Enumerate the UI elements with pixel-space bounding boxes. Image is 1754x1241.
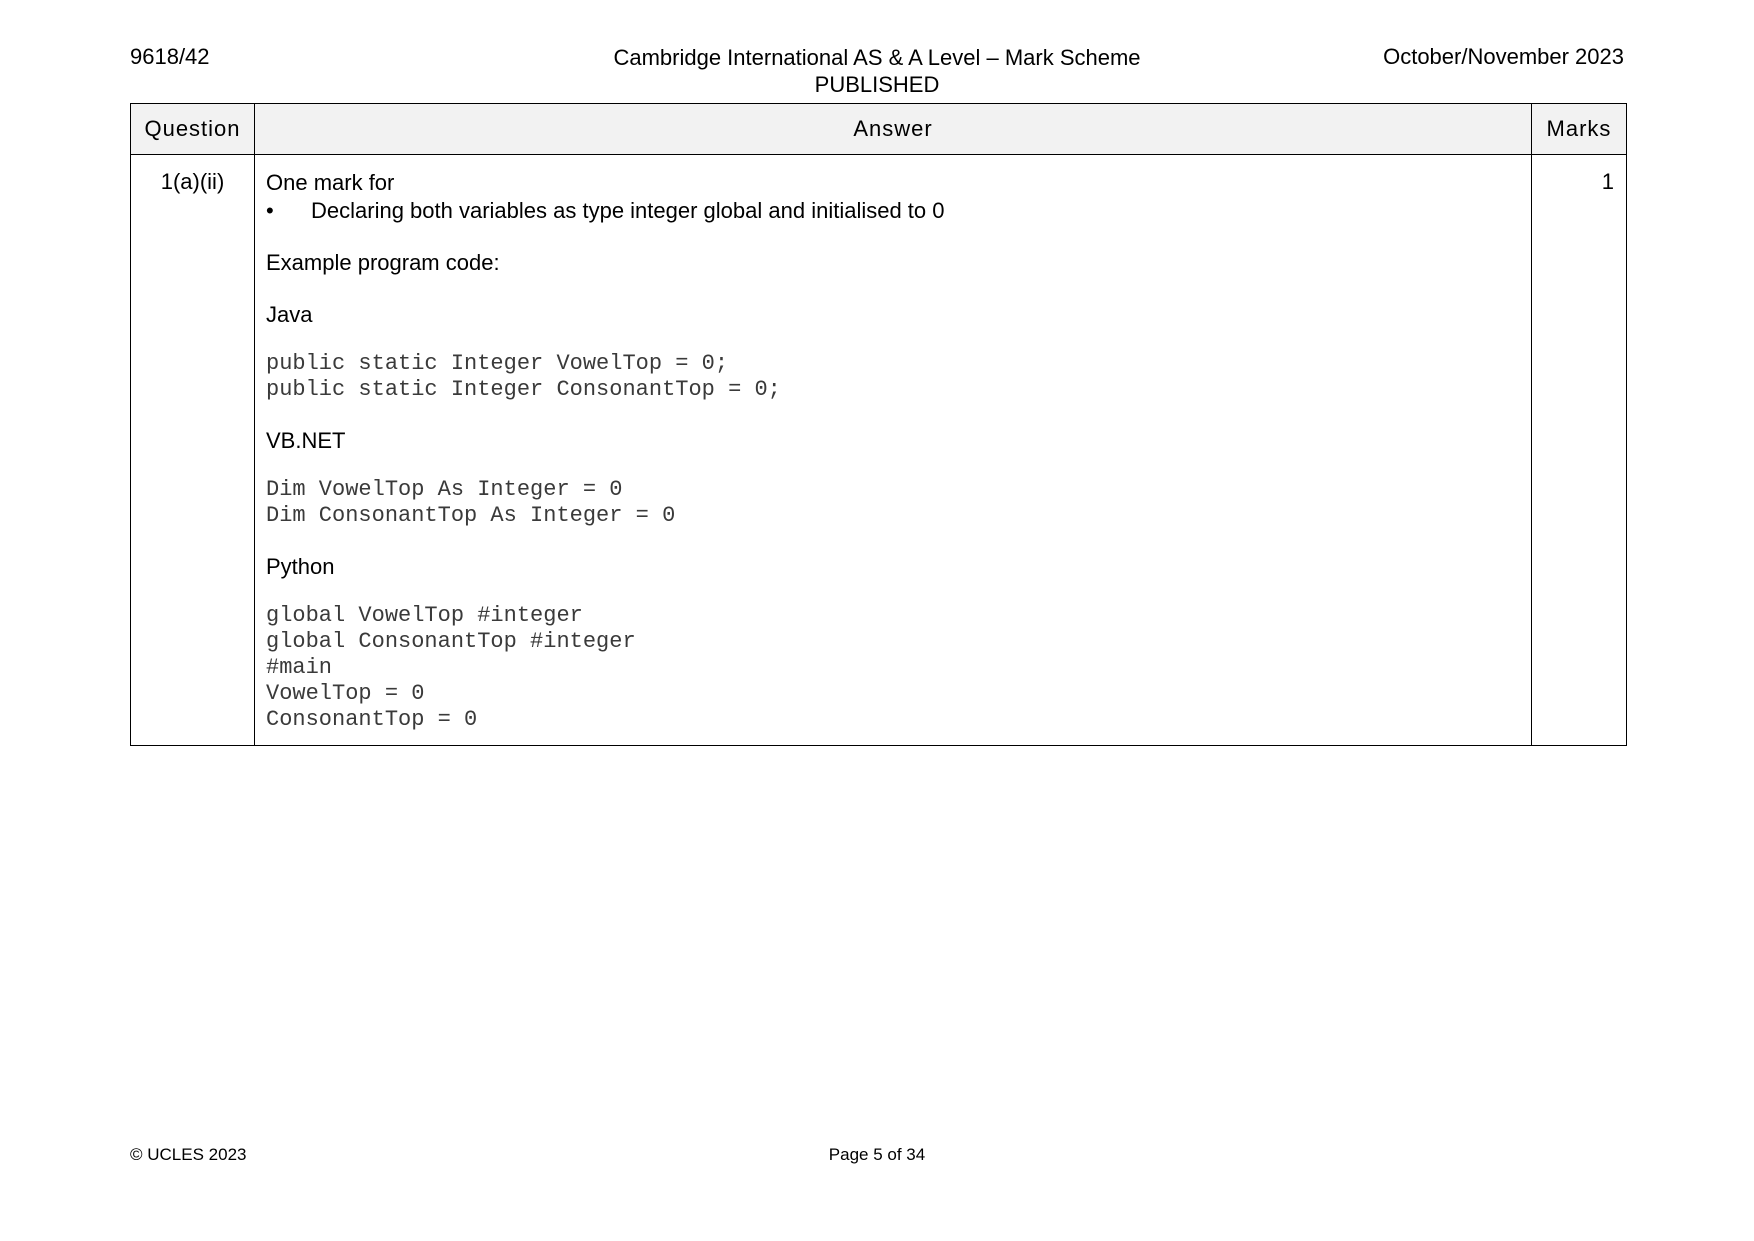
code-line: ConsonantTop = 0: [266, 707, 478, 732]
language-heading-vbnet: VB.NET: [266, 428, 346, 453]
example-heading: Example program code:: [266, 250, 500, 275]
code-block-vbnet: [266, 477, 1520, 529]
copyright-notice: © UCLES 2023: [130, 1145, 247, 1164]
answer-cell: [255, 155, 1532, 746]
column-header-question: Question: [131, 104, 255, 155]
bullet-text: Declaring both variables as type integer global and initialised to 0: [311, 198, 945, 223]
column-header-marks: Marks: [1532, 104, 1627, 155]
language-heading-python: Python: [266, 554, 335, 579]
code-line: #main: [266, 655, 333, 680]
page-number: Page 5 of 34: [828, 1145, 926, 1164]
document-subtitle: PUBLISHED: [814, 72, 940, 97]
paper-code: 9618/42: [130, 44, 210, 69]
answer-intro: One mark for: [266, 170, 395, 195]
code-block-python: [266, 603, 1520, 733]
marks-value: 1: [1532, 155, 1627, 746]
bullet-point: [266, 197, 1520, 225]
column-header-answer: Answer: [255, 104, 1532, 155]
language-heading-java: Java: [266, 302, 313, 327]
mark-scheme-table: [130, 103, 1627, 746]
code-line: public static Integer ConsonantTop = 0;: [266, 377, 781, 402]
code-line: global VowelTop #integer: [266, 603, 583, 628]
code-line: Dim ConsonantTop As Integer = 0: [266, 503, 676, 528]
code-line: global ConsonantTop #integer: [266, 629, 636, 654]
code-line: VowelTop = 0: [266, 681, 425, 706]
question-number: 1(a)(ii): [131, 155, 255, 746]
code-line: public static Integer VowelTop = 0;: [266, 351, 729, 376]
code-line: Dim VowelTop As Integer = 0: [266, 477, 623, 502]
bullet-icon: •: [266, 198, 274, 223]
table-header-row: [131, 104, 1627, 155]
document-title: Cambridge International AS & A Level – Mark Scheme: [613, 45, 1141, 70]
table-row: [131, 155, 1627, 746]
exam-session: October/November 2023: [1383, 44, 1624, 69]
code-block-java: [266, 351, 1520, 403]
